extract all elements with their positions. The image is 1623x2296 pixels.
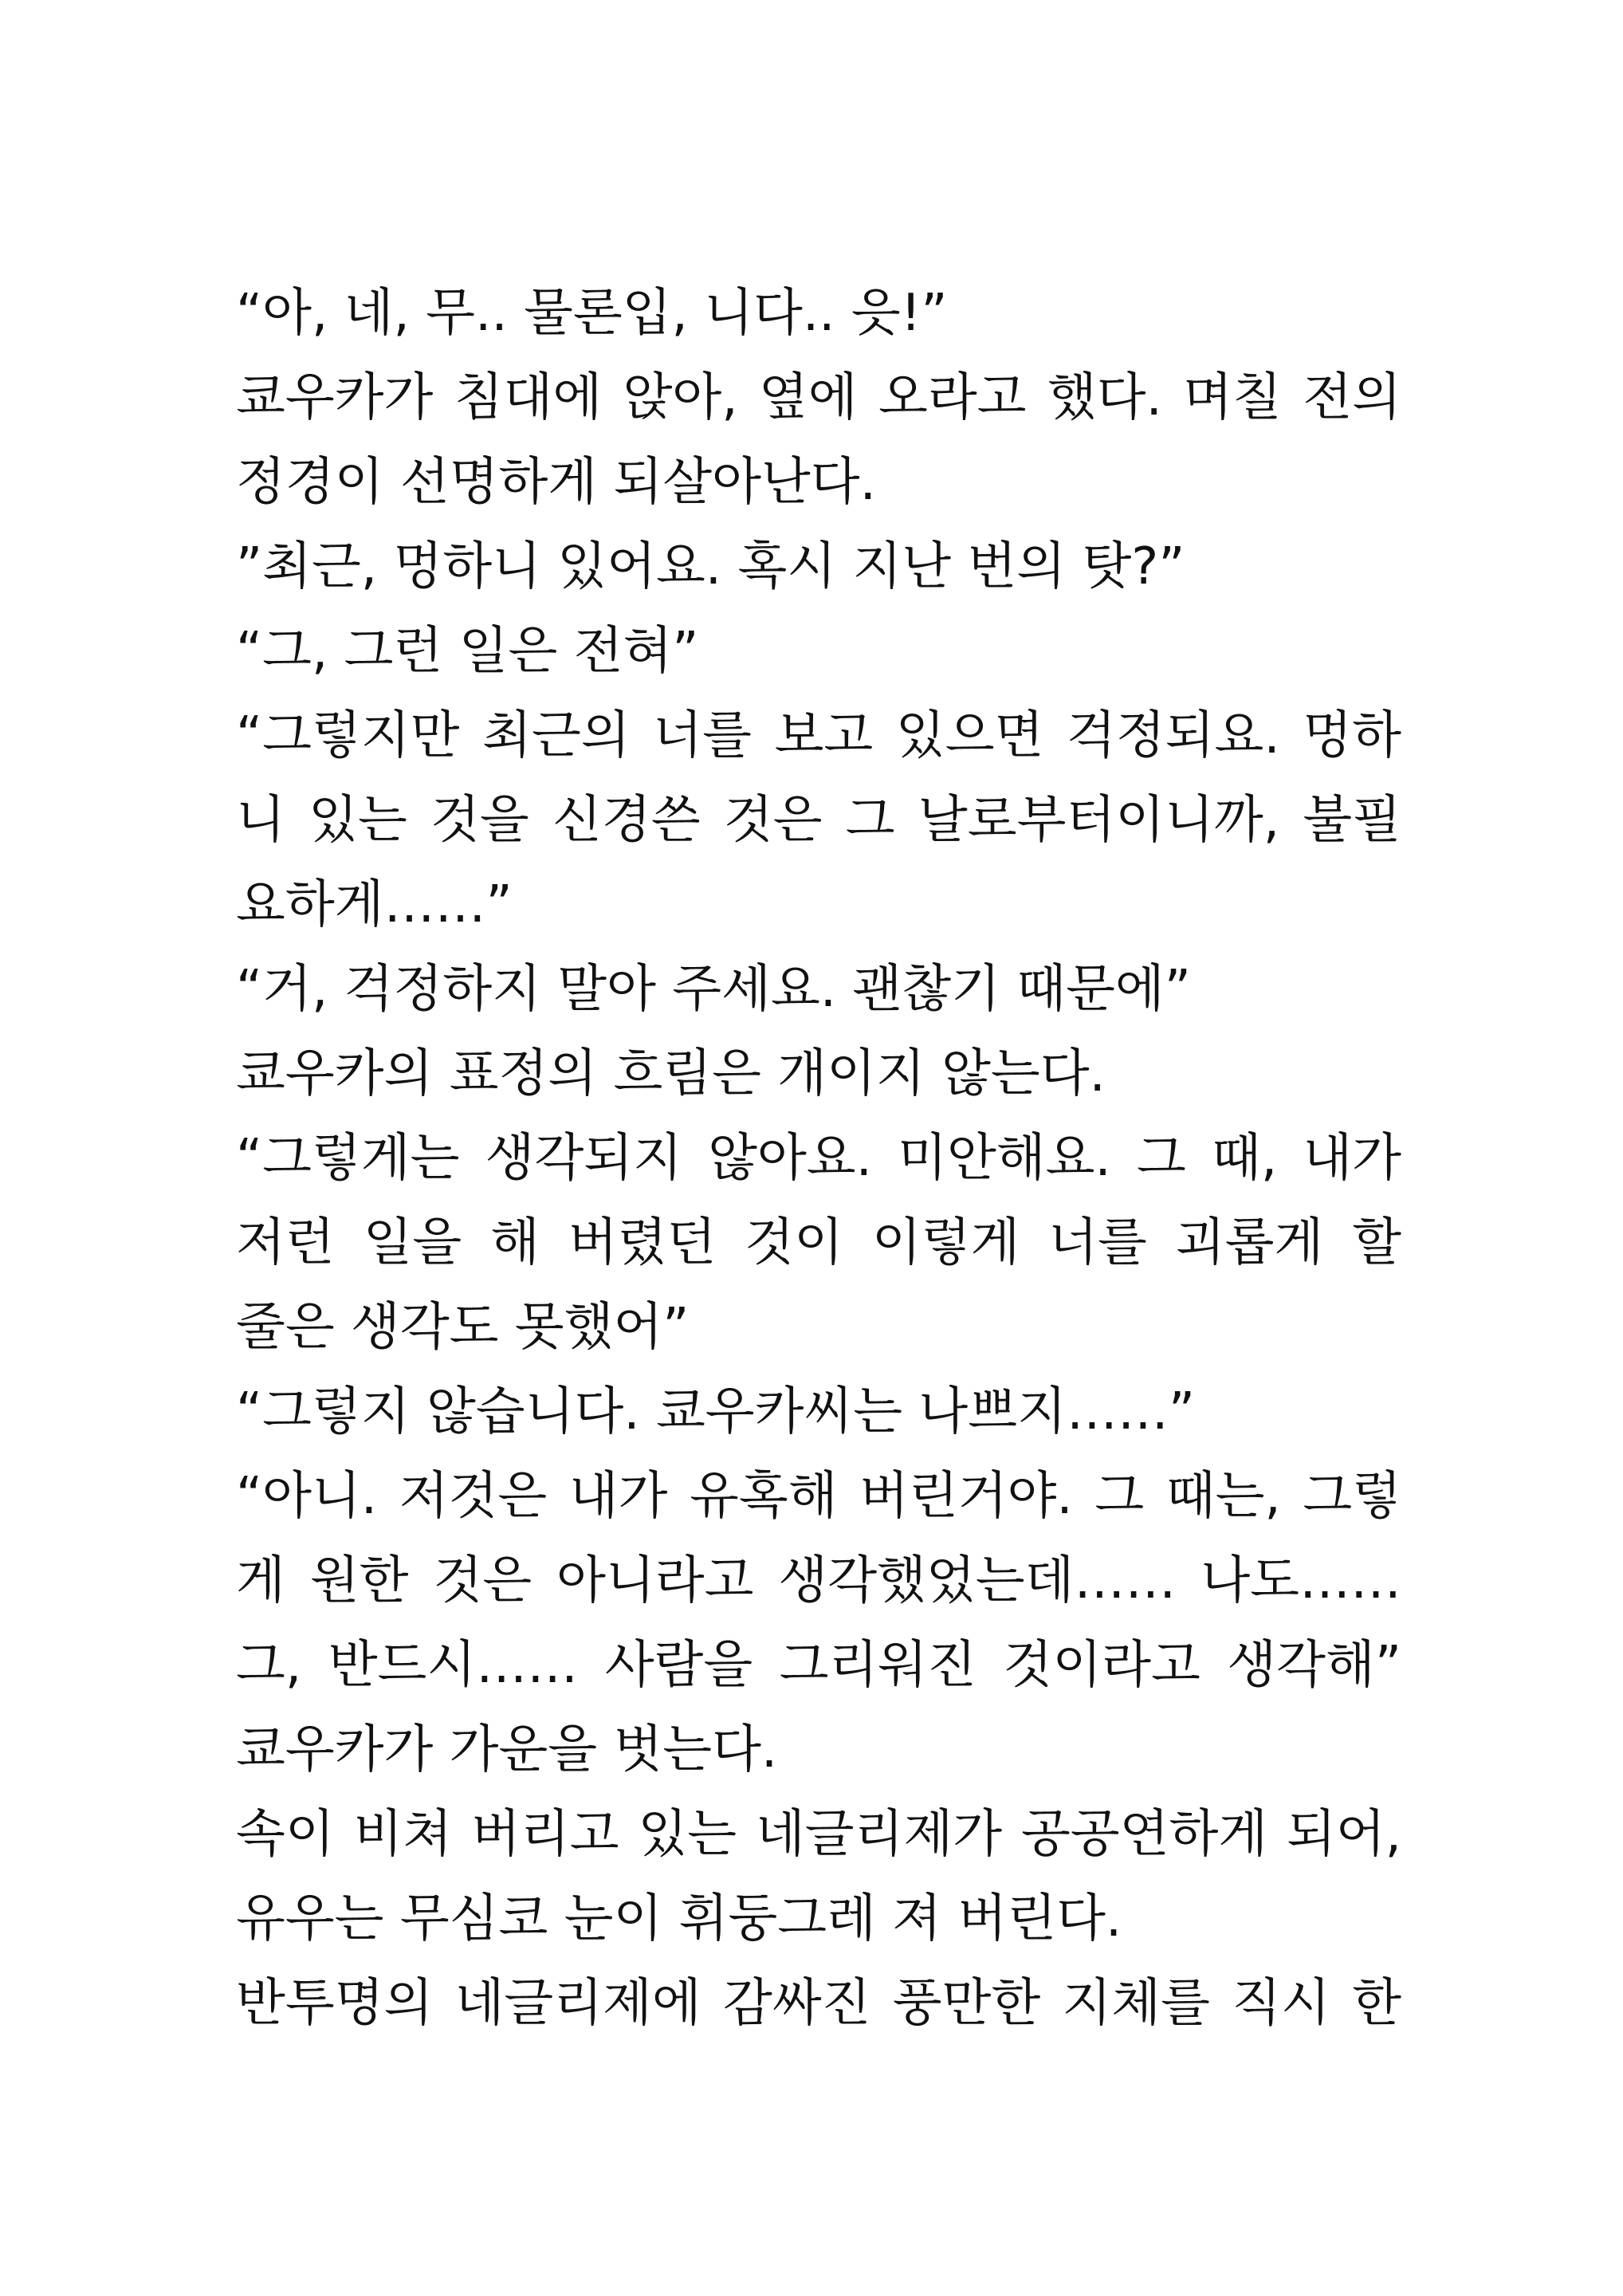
- body-text: [236, 271, 1401, 2046]
- text-line: ”최근, 멍하니 있어요. 혹시 지난 번의 탓?”: [236, 537, 1185, 596]
- text-line: 저런 일을 해 버렸던 것이 이렇게 너를 괴롭게 할: [236, 1213, 1401, 1272]
- text-line: 쿄우카가 가운을 벗는다.: [236, 1720, 778, 1779]
- text-line: 요하게……”: [236, 875, 513, 934]
- text-line: “거, 걱정하지 말아 주세요. 괜찮기 때문에”: [236, 960, 1191, 1019]
- text-line: 줄은 생각도 못했어”: [236, 1298, 690, 1357]
- text-line: 속이 비쳐 버리고 있는 네글리제가 공공연하게 되어,: [236, 1805, 1401, 1864]
- text-line: 정경이 선명하게 되살아난다.: [236, 453, 876, 512]
- text-line: “그, 그런 일은 전혀”: [236, 622, 699, 681]
- text-line: “그렇지 않습니다. 쿄우카씨는 나쁘지……”: [236, 1382, 1196, 1441]
- text-line: 유우는 무심코 눈이 휘둥그레 져 버린다.: [236, 1889, 1122, 1948]
- text-line: “그렇지만 최근의 너를 보고 있으면 걱정되요. 멍하: [236, 706, 1401, 765]
- text-line: “아니. 저것은 내가 유혹해 버린거야. 그 때는, 그렇: [236, 1467, 1401, 1526]
- text-line: “아, 네, 무.. 물론입, 니다.. 읏!”: [236, 284, 948, 343]
- text-line: 그, 반드시…… 사람을 그리워진 것이라고 생각해”: [236, 1636, 1401, 1695]
- text-line: 게 원한 것은 아니라고 생각했었는데…… 나도……: [236, 1551, 1401, 1610]
- text-line: 니 있는 것을 신경쓴 것은 그 날로부터이니까, 불필: [236, 791, 1401, 850]
- text-line: 쿄우카의 표정의 흐림은 개이지 않는다.: [236, 1044, 1106, 1103]
- text-line: 반투명의 네글리제에 감싸진 풍만한 지체를 직시 한: [236, 1974, 1401, 2033]
- text-line: 쿄우카가 침대에 앉아, 옆에 오라고 했다. 며칠 전의: [236, 368, 1401, 427]
- text-line: “그렇게는 생각되지 않아요. 미안해요. 그 때, 내가: [236, 1129, 1401, 1188]
